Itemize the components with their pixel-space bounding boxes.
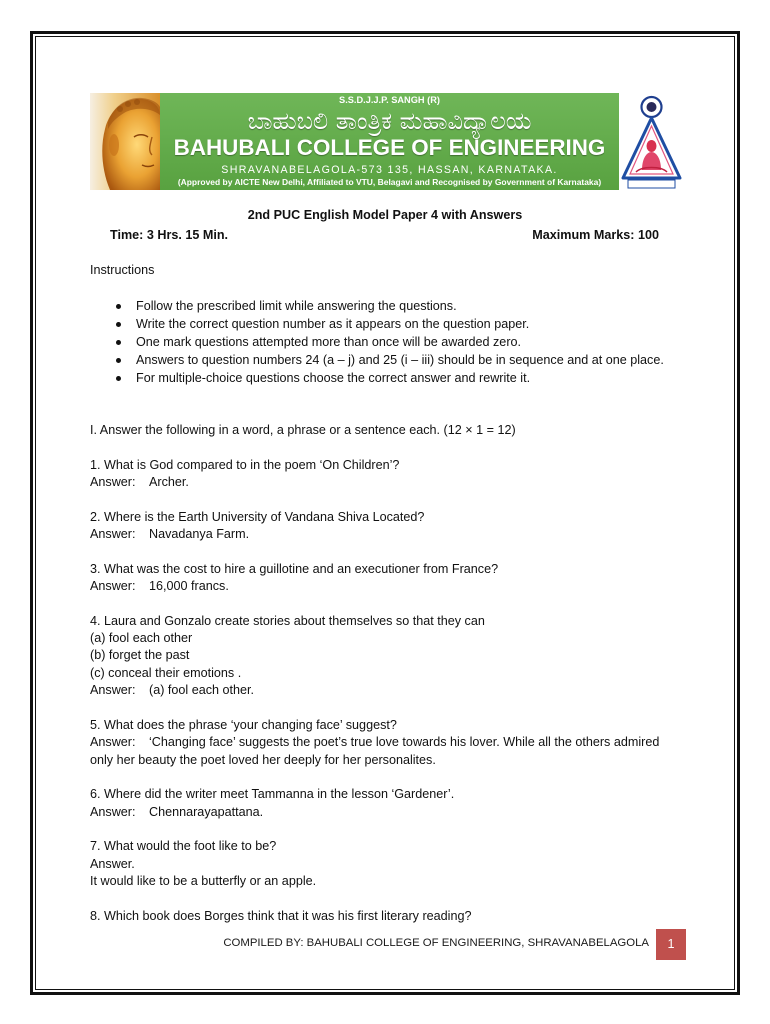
option-c: (c) conceal their emotions . [90,665,242,680]
college-name-kannada: ಬಾಹುಬಲಿ ತಾಂತ್ರಿಕ ಮಹಾವಿದ್ಯಾಲಯ [247,107,532,135]
bullet-icon [116,304,121,309]
question-3 [90,561,674,596]
question-6 [90,786,674,821]
bullet-icon [116,376,121,381]
exam-time: Time: 3 Hrs. 15 Min. [110,228,229,242]
college-affiliation: (Approved by AICTE New Delhi, Affiliated to VTU, Belagavi and Recognised by Government of Karnataka) [177,177,602,187]
paper-title: 2nd PUC English Model Paper 4 with Answers [247,208,523,222]
college-address: SHRAVANABELAGOLA-573 135, HASSAN, KARNATAKA. [221,164,558,176]
trust-name: S.S.D.J.J.P. SANGH (R) [339,95,440,105]
question-text: 6. Where did the writer meet Tammanna in the lesson ‘Gardener’. [90,787,455,802]
question-5 [90,717,674,769]
answer-label: Answer: [90,579,136,594]
answer-line [90,804,674,821]
instruction-item [90,315,664,333]
question-1 [90,457,674,492]
bullet-icon [116,322,121,327]
answer-label: Answer: [90,683,136,698]
answer-line [90,682,674,699]
college-name-english: BAHUBALI COLLEGE OF ENGINEERING [173,135,606,160]
question-7 [90,838,674,890]
question-text: 3. What was the cost to hire a guillotine and an executioner from France? [90,561,499,576]
answer-text: Archer. [149,475,189,490]
college-letterhead [90,93,683,190]
instruction-item [90,351,664,369]
instruction-text: Answers to question numbers 24 (a – j) and 25 (i – iii) should be in sequence and at one place. [136,353,664,367]
question-4 [90,613,674,700]
answer-line [90,578,674,595]
option-a: (a) fool each other [90,631,193,646]
instruction-text: Follow the prescribed limit while answering the questions. [136,299,457,313]
answer-paragraph [90,734,674,769]
answer-label: Answer: [90,475,136,490]
instruction-text: One mark questions attempted more than once will be awarded zero. [136,335,522,349]
answer-label: Answer: [90,527,136,542]
instruction-text: For multiple-choice questions choose the correct answer and rewrite it. [136,371,531,385]
question-text: 8. Which book does Borges think that it was his first literary reading? [90,908,472,923]
instruction-text: Write the correct question number as it appears on the question paper. [136,317,530,331]
answer-line [90,474,674,491]
page-number-box [656,929,686,960]
question-text: 4. Laura and Gonzalo create stories about themselves so that they can [90,613,485,628]
answer-text: Chennarayapattana. [149,804,264,819]
instruction-item [90,333,664,351]
college-banner [160,93,619,190]
bahubali-statue-image [90,93,160,190]
option-b: (b) forget the past [90,648,190,663]
questions-section [90,422,674,942]
answer-line [90,526,674,543]
bullet-icon [116,340,121,345]
question-text: 5. What does the phrase ‘your changing face’ suggest? [90,717,397,732]
answer-text: It would like to be a butterfly or an apple. [90,873,317,888]
answer-label: Answer: [90,735,136,750]
instructions-list [90,297,664,387]
answer-label: Answer. [90,856,135,871]
question-text: 2. Where is the Earth University of Vandana Shiva Located? [90,509,425,524]
question-8 [90,908,674,925]
maximum-marks: Maximum Marks: 100 [532,228,659,242]
answer-text: (a) fool each other. [149,683,255,698]
footer-compiled-by: COMPILED BY: BAHUBALI COLLEGE OF ENGINEERING, SHRAVANABELAGOLA [223,937,649,949]
bullet-icon [116,358,121,363]
page-number: 1 [667,937,675,951]
instruction-item [90,297,664,315]
answer-text: ‘Changing face’ suggests the poet’s true love towards his lover. While all the others admired only her beauty the poet loved her deeply for her personalites. [90,735,660,767]
college-emblem-logo [620,94,683,190]
instruction-item [90,369,664,387]
question-2 [90,509,674,544]
answer-text: 16,000 francs. [149,579,229,594]
section-heading: I. Answer the following in a word, a phrase or a sentence each. (12 × 1 = 12) [90,423,516,437]
question-text: 7. What would the foot like to be? [90,839,277,854]
answer-label: Answer: [90,804,136,819]
answer-text: Navadanya Farm. [149,527,250,542]
instructions-heading: Instructions [90,263,155,277]
question-text: 1. What is God compared to in the poem ‘On Children’? [90,457,400,472]
